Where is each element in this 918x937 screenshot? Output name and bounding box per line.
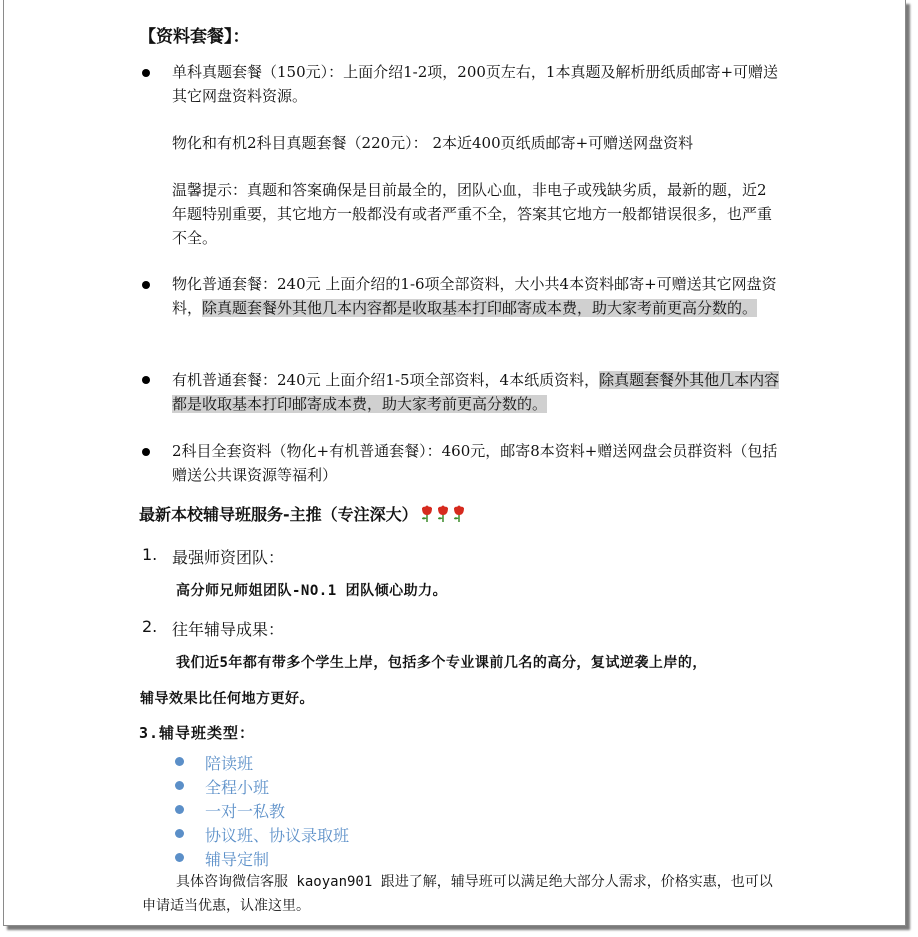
bullet-icon <box>142 69 150 77</box>
package-4: 2科目全套资料（物化+有机普通套餐）：460元，邮寄8本资料+赠送网盘会员群资料（包括赠送公共课资源等福利） <box>172 442 778 484</box>
package-1-tip: 温馨提示：真题和答案确保是目前最全的，团队心血，非电子或残缺劣质，最新的题，近2年题特别重要，其它地方一般都没有或者严重不全，答案其它地方一般都错误很多，也严重不全。 <box>172 181 773 247</box>
section-2-number: 2. <box>142 617 158 636</box>
package-2 <box>172 272 780 320</box>
section-1-body: 高分师兄师姐团队-NO.1 团队倾心助力。 <box>176 583 448 599</box>
package-1-line: 单科真题套餐（150元）：上面介绍1-2项，200页左右，1本真题及解析册纸质邮寄+可赠送其它网盘资料资源。 <box>172 63 779 105</box>
section-2-body: 我们近5年都有带多个学生上岸，包括多个专业课前几名的高分，复试逆袭上岸的， <box>176 655 707 671</box>
package-2-highlight: 除真题套餐外其他几本内容都是收取基本打印邮寄成本费，助大家考前更高分数的。 <box>202 299 758 317</box>
package-3 <box>172 368 780 416</box>
class-type-item: 陪读班 <box>205 754 254 773</box>
service-title <box>139 502 466 525</box>
section-1-number: 1. <box>142 545 158 564</box>
bullet-icon <box>142 376 150 384</box>
types-title: 3.辅导班类型： <box>139 724 256 742</box>
package-3-highlight: 除真题套餐外其他几本内容都是收取基本打印邮寄成本费，助大家考前更高分数的。 <box>172 371 780 413</box>
rose-icon <box>452 504 466 523</box>
section-2-body-cont: 辅导效果比任何地方更好。 <box>140 691 314 707</box>
bullet-icon <box>175 829 184 838</box>
bullet-icon <box>175 781 184 790</box>
package-3-text: 有机普通套餐：240元 上面介绍1-5项全部资料，4本纸质资料， <box>172 371 600 389</box>
rose-icon <box>436 504 450 523</box>
class-type-item: 全程小班 <box>205 778 270 797</box>
service-title-text: 最新本校辅导班服务-主推（专注深大） <box>139 505 418 524</box>
class-type-item: 协议班、协议录取班 <box>205 826 350 845</box>
document-page <box>3 0 906 926</box>
bullet-icon <box>175 853 184 862</box>
package-1-duo: 物化和有机2科目真题套餐（220元）： 2本近400页纸质邮寄+可赠送网盘资料 <box>172 134 694 152</box>
class-type-item: 一对一私教 <box>205 802 286 821</box>
bullet-icon <box>175 805 184 814</box>
package-title: 【资料套餐】： <box>139 27 250 47</box>
bullet-icon <box>175 757 184 766</box>
bullet-icon <box>142 448 150 456</box>
bullet-icon <box>142 281 150 289</box>
rose-icon <box>420 504 434 523</box>
section-1-title: 最强师资团队： <box>172 548 285 567</box>
contact-text: 具体咨询微信客服 kaoyan901 跟进了解，辅导班可以满足绝大部分人需求，价格实惠，也可以申请适当优惠，认准这里。 <box>142 874 773 914</box>
package-2-text: 物化普通套餐：240元 上面介绍的1-6项全部资料，大小共4本资料邮寄+可赠送其它网盘资料， <box>172 275 777 317</box>
section-2-title: 往年辅导成果： <box>172 620 285 639</box>
class-type-item: 辅导定制 <box>205 850 270 869</box>
